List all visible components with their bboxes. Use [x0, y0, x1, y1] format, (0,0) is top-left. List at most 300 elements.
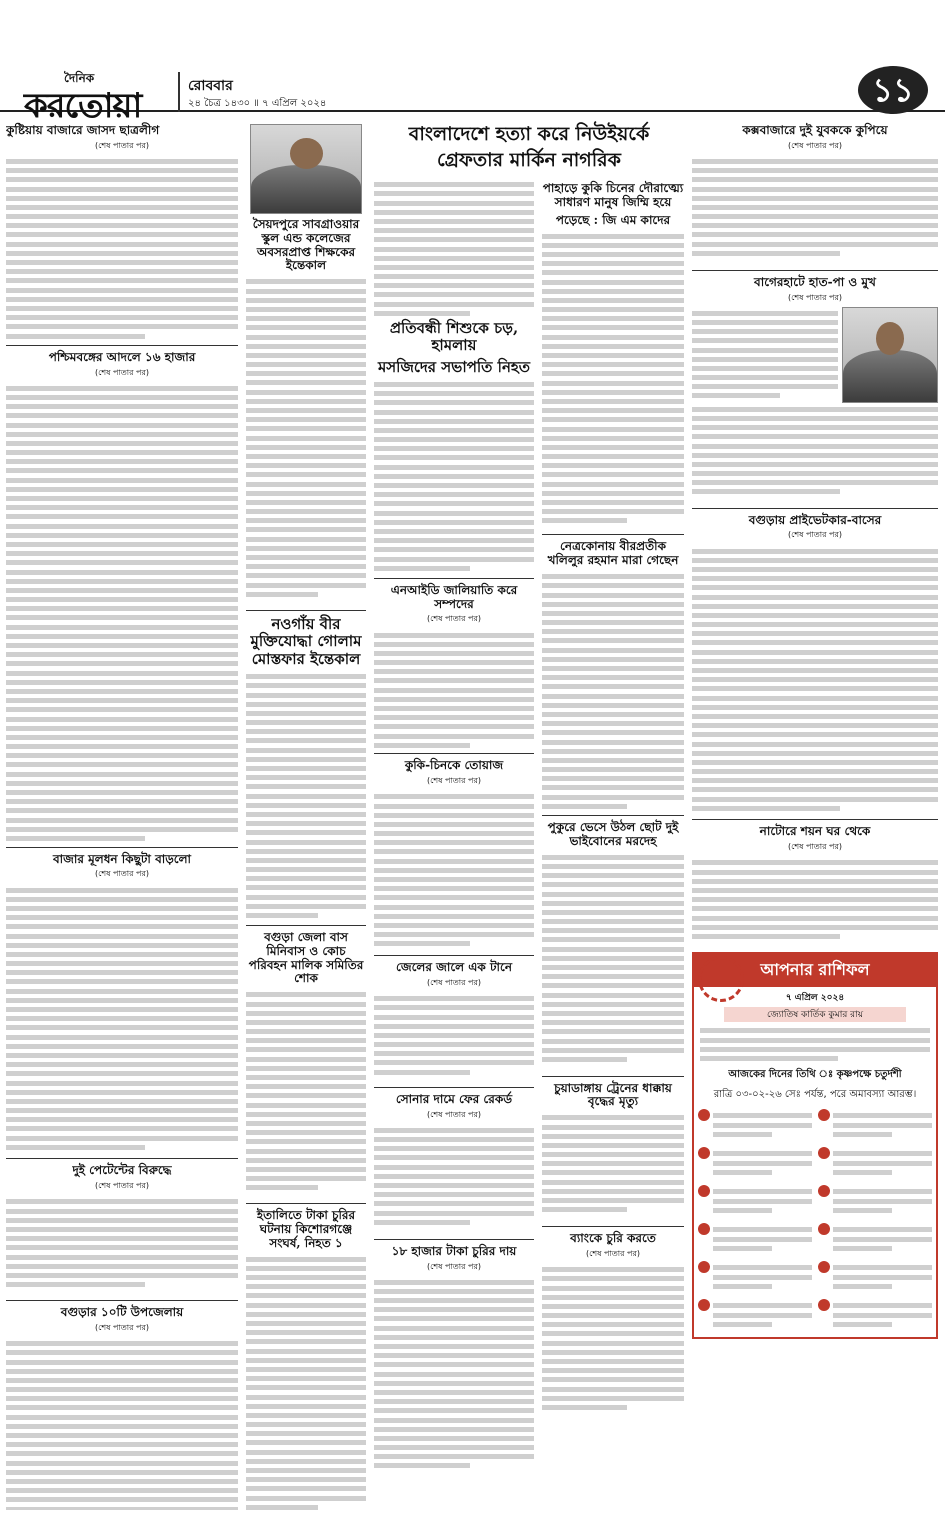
text-line: [246, 1080, 366, 1089]
text-line: [542, 358, 684, 367]
text-line: [246, 835, 366, 844]
text-line: [692, 237, 938, 246]
text-line: [700, 1033, 930, 1042]
continued-label: (শেষ পাতার পর): [94, 1181, 150, 1191]
headline-freedom-fighter: নওগাঁয় বীর মুক্তিযোদ্ধা গোলাম মোস্তফার ইন্তেকাল: [250, 615, 362, 668]
text-line: [542, 1166, 684, 1175]
text-line: [374, 1450, 534, 1459]
text-line: [6, 446, 238, 455]
text-line: [6, 1030, 238, 1039]
text-line: [542, 1263, 684, 1272]
text-line: [246, 872, 366, 881]
text-line: [246, 422, 366, 431]
text-line: [833, 1128, 892, 1137]
text-line: [6, 758, 238, 767]
article-body: [542, 1263, 684, 1413]
text-line: [374, 261, 534, 270]
zodiac-entry: [818, 1185, 932, 1221]
horoscope-grid: [694, 1107, 936, 1337]
text-line: [833, 1223, 932, 1232]
headline-bogura-upazila: বগুড়ার ১০টি উপজেলায়: [60, 1305, 184, 1320]
text-line: [692, 362, 838, 371]
text-line: [542, 1007, 684, 1016]
text-line: [6, 676, 238, 685]
text-line: [374, 215, 534, 224]
text-line: [246, 330, 366, 339]
text-line: [692, 682, 938, 691]
text-line: [6, 1429, 238, 1438]
text-line: [542, 1148, 684, 1157]
text-line: [246, 1390, 366, 1399]
article-body: [374, 1276, 534, 1476]
text-line: [246, 1271, 366, 1280]
article-body: [246, 275, 366, 605]
text-line: [713, 1299, 812, 1308]
divider: [692, 819, 938, 820]
text-line: [374, 992, 534, 1001]
text-line: [374, 1001, 534, 1010]
newspaper-logo: [24, 70, 164, 126]
text-line: [374, 525, 534, 534]
text-line: [374, 297, 534, 306]
text-line: [374, 1188, 534, 1197]
article-body: [246, 670, 366, 920]
horoscope-box: [692, 952, 938, 1339]
text-line: [6, 804, 238, 813]
divider: [246, 1203, 366, 1204]
scorpio-icon: [818, 1147, 830, 1159]
zodiac-entry: [698, 1147, 812, 1183]
text-line: [374, 1312, 534, 1321]
text-line: [6, 1058, 238, 1067]
text-line: [6, 492, 238, 501]
text-line: [6, 1095, 238, 1104]
text-line: [542, 800, 627, 809]
text-line: [374, 937, 470, 946]
text-line: [692, 865, 938, 874]
text-line: [6, 639, 238, 648]
text-line: [246, 1317, 366, 1326]
text-line: [6, 1104, 238, 1113]
text-line: [700, 1043, 930, 1052]
divider: [246, 610, 366, 611]
text-line: [542, 653, 684, 662]
text-line: [542, 376, 684, 385]
text-line: [246, 753, 366, 762]
text-line: [692, 544, 938, 553]
text-line: [542, 1016, 684, 1025]
headline-market-capital: বাজার মূলধন কিছুটা বাড়লো: [52, 851, 192, 866]
article-body: [6, 155, 238, 340]
text-line: [542, 386, 684, 395]
zodiac-entry: [698, 1223, 812, 1259]
text-line: [692, 572, 938, 581]
column-5: [692, 120, 938, 1510]
text-line: [713, 1223, 812, 1232]
text-line: [542, 330, 684, 339]
text-line: [6, 630, 238, 639]
text-line: [6, 1141, 145, 1150]
text-line: [692, 921, 938, 930]
text-line: [6, 1447, 238, 1456]
zodiac-entry: [818, 1109, 932, 1145]
text-line: [374, 1459, 470, 1468]
text-line: [542, 598, 684, 607]
text-line: [374, 405, 534, 414]
text-line: [374, 665, 534, 674]
text-line: [692, 728, 938, 737]
text-line: [542, 607, 684, 616]
column-1: [6, 120, 238, 1510]
text-line: [246, 1381, 366, 1390]
text-line: [692, 412, 938, 421]
text-line: [374, 1124, 534, 1133]
text-line: [246, 376, 366, 385]
text-line: [692, 439, 938, 448]
text-line: [374, 187, 534, 196]
headline-chuadanga-train: চুয়াডাঙ্গায় ট্রেনের ধাক্কায় বৃদ্ধের মৃত্যু: [554, 1080, 672, 1109]
text-line: [692, 228, 938, 237]
text-line: [246, 578, 366, 587]
text-line: [246, 1308, 366, 1317]
text-line: [246, 1298, 366, 1307]
headline-coxsbazar: কক্সবাজারে দুই যুবককে কুপিয়ে: [742, 123, 888, 137]
text-line: [246, 854, 366, 863]
text-line: [374, 1432, 534, 1441]
text-line: [246, 588, 318, 597]
headline-obituary-teacher: সৈয়দপুরে সাবগ্রাওয়ার স্কুল এন্ড কলেজের অবসরপ্রাপ্ত শিক্ষকের ইন্তেকাল: [252, 217, 360, 273]
text-line: [542, 468, 684, 477]
text-line: [542, 229, 684, 238]
text-line: [692, 343, 838, 352]
text-line: [542, 441, 684, 450]
text-line: [374, 854, 534, 863]
text-line: [692, 476, 938, 485]
text-line: [374, 864, 534, 873]
text-line: [246, 1062, 366, 1071]
text-line: [542, 1139, 684, 1148]
zodiac-entry: [818, 1299, 932, 1335]
text-line: [692, 380, 838, 389]
text-line: [6, 173, 238, 182]
divider: [374, 753, 534, 754]
text-line: [246, 1043, 366, 1052]
divider: [6, 847, 238, 848]
text-line: [6, 247, 238, 256]
text-line: [692, 581, 938, 590]
tithi-time: রাত্রি ০৩-০২-২৬ সেঃ পর্যন্ত, পরে অমাবস্যা আরম্ভ।: [713, 1089, 917, 1101]
text-line: [374, 196, 534, 205]
text-line: [692, 701, 938, 710]
text-line: [246, 1491, 366, 1500]
text-line: [374, 919, 534, 928]
headline-pond-siblings: পুকুরে ভেসে উঠল ছোট দুই ভাইবোনের মরদেহ: [547, 819, 679, 848]
text-line: [374, 233, 534, 242]
text-line: [833, 1232, 932, 1241]
text-line: [692, 389, 780, 398]
text-line: [374, 1395, 534, 1404]
logo-big-text: করতোয়া: [24, 86, 142, 126]
text-line: [542, 763, 684, 772]
text-line: [542, 1111, 684, 1120]
text-line: [6, 501, 238, 510]
text-line: [6, 409, 238, 418]
text-line: [6, 694, 238, 703]
text-line: [374, 683, 534, 692]
text-line: [374, 1367, 534, 1376]
text-line: [692, 930, 840, 939]
text-line: [246, 1326, 366, 1335]
text-line: [246, 404, 366, 413]
text-line: [6, 685, 238, 694]
text-line: [374, 442, 534, 451]
text-line: [6, 228, 238, 237]
text-line: [246, 1016, 366, 1025]
text-line: [692, 636, 938, 645]
text-line: [542, 878, 684, 887]
text-line: [692, 673, 938, 682]
text-line: [713, 1185, 812, 1194]
text-line: [6, 1131, 238, 1140]
text-line: [246, 808, 366, 817]
text-line: [246, 863, 366, 872]
text-line: [692, 563, 938, 572]
text-line: [246, 487, 366, 496]
text-line: [542, 450, 684, 459]
article-body: [692, 856, 938, 946]
text-line: [6, 1067, 238, 1076]
tithi-title: আজকের দিনের তিথি ঃ কৃষ্ণপক্ষে চতুর্দশী: [728, 1069, 902, 1081]
column-3: [374, 178, 534, 1508]
text-line: [692, 485, 840, 494]
text-line: [374, 1423, 534, 1432]
text-line: [692, 325, 838, 334]
text-line: [692, 774, 938, 783]
text-line: [6, 620, 238, 629]
text-line: [246, 762, 366, 771]
headline-fisher-net: জেলের জালে এক টানে: [395, 960, 512, 975]
text-line: [246, 707, 366, 716]
continued-label: (শেষ পাতার পর): [787, 292, 843, 302]
text-line: [374, 1413, 534, 1422]
text-line: [692, 554, 938, 563]
text-line: [246, 294, 366, 303]
text-line: [692, 609, 938, 618]
article-body: [542, 570, 684, 810]
text-line: [6, 1475, 238, 1484]
text-line: [542, 1382, 684, 1391]
text-line: [246, 698, 366, 707]
text-line: [246, 1482, 366, 1491]
text-line: [6, 201, 238, 210]
text-line: [542, 367, 684, 376]
zodiac-entry: [698, 1261, 812, 1297]
text-line: [6, 893, 238, 902]
text-line: [374, 1404, 534, 1413]
text-line: [6, 611, 238, 620]
text-line: [6, 1374, 238, 1383]
text-line: [6, 786, 238, 795]
text-line: [6, 565, 238, 574]
text-line: [246, 734, 366, 743]
text-line: [692, 201, 938, 210]
text-line: [542, 496, 684, 505]
text-line: [542, 1355, 684, 1364]
text-line: [6, 1346, 238, 1355]
text-line: [542, 708, 684, 717]
text-line: [246, 826, 366, 835]
text-line: [6, 712, 238, 721]
text-line: [6, 464, 238, 473]
text-line: [692, 618, 938, 627]
text-line: [246, 496, 366, 505]
text-line: [6, 329, 145, 338]
text-line: [542, 248, 684, 257]
text-line: [374, 674, 534, 683]
text-line: [374, 460, 534, 469]
text-line: [6, 1410, 238, 1419]
text-line: [6, 957, 238, 966]
text-line: [692, 664, 938, 673]
text-line: [542, 869, 684, 878]
text-line: [246, 1108, 366, 1117]
text-line: [833, 1109, 932, 1118]
text-line: [833, 1318, 892, 1327]
text-line: [246, 679, 366, 688]
text-line: [374, 1340, 534, 1349]
text-line: [6, 1122, 238, 1131]
text-line: [542, 1309, 684, 1318]
text-line: [374, 809, 534, 818]
text-line: [542, 970, 684, 979]
text-line: [542, 754, 684, 763]
text-line: [542, 790, 684, 799]
text-line: [6, 902, 238, 911]
gemini-icon: [698, 1185, 710, 1197]
horoscope-date: ৭ এপ্রিল ২০২৪: [785, 993, 845, 1004]
text-line: [6, 584, 238, 593]
text-line: [692, 371, 838, 380]
text-line: [542, 942, 684, 951]
text-line: [374, 206, 534, 215]
text-line: [833, 1194, 932, 1203]
text-line: [246, 1135, 366, 1144]
headline-west-bengal: পশ্চিমবঙ্গের আদলে ১৬ হাজার: [48, 349, 196, 364]
zodiac-entry: [818, 1261, 932, 1297]
zodiac-wheel-icon: [698, 956, 744, 1002]
text-line: [246, 385, 366, 394]
text-line: [246, 670, 366, 679]
sagittarius-icon: [818, 1185, 830, 1197]
text-line: [833, 1166, 892, 1175]
text-line: [6, 302, 238, 311]
text-line: [374, 638, 534, 647]
text-line: [246, 1172, 366, 1181]
text-line: [713, 1128, 772, 1137]
text-line: [374, 279, 534, 288]
text-line: [542, 588, 684, 597]
text-line: [692, 467, 938, 476]
text-line: [246, 1098, 366, 1107]
headline-gold-price: সোনার দামে ফের রেকর্ড: [395, 1091, 513, 1106]
text-line: [542, 1185, 684, 1194]
text-line: [542, 1327, 684, 1336]
planet-table: [700, 1024, 930, 1064]
text-line: [6, 984, 238, 993]
text-line: [692, 192, 938, 201]
text-line: [833, 1261, 932, 1270]
text-line: [246, 1354, 366, 1363]
text-line: [6, 391, 238, 400]
zodiac-entry: [698, 1299, 812, 1335]
continued-label: (শেষ পাতার পর): [426, 776, 482, 786]
capricorn-icon: [818, 1223, 830, 1235]
headline-disabled-child-line-2: মসজিদের সভাপতি নিহত: [377, 357, 531, 376]
text-line: [692, 173, 938, 182]
text-line: [6, 939, 238, 948]
text-line: [692, 902, 938, 911]
text-line: [246, 459, 366, 468]
text-line: [374, 252, 534, 261]
text-line: [374, 647, 534, 656]
text-line: [542, 1053, 627, 1062]
text-line: [246, 367, 366, 376]
text-line: [6, 155, 238, 164]
text-line: [542, 851, 684, 860]
text-line: [542, 1373, 684, 1382]
text-line: [542, 634, 684, 643]
text-line: [542, 979, 684, 988]
text-line: [6, 1365, 238, 1374]
text-line: [246, 312, 366, 321]
text-line: [246, 1117, 366, 1126]
text-line: [374, 656, 534, 665]
text-line: [374, 378, 534, 387]
text-line: [6, 1049, 238, 1058]
headline-gm-quader: পাহাড়ে কুকি চিনের দৌরাত্ম্যে সাধারণ মানুষ জিম্মি হয়ে: [542, 181, 684, 209]
masthead-divider: [178, 72, 180, 112]
text-line: [246, 771, 366, 780]
text-line: [374, 711, 534, 720]
text-line: [246, 303, 366, 312]
text-line: [374, 910, 534, 919]
text-line: [246, 1034, 366, 1043]
text-line: [833, 1204, 892, 1213]
headline-bus-owners: বগুড়া জেলা বাস মিনিবাস ও কোচ পরিবহন মালিক সমিতির শোক: [248, 929, 364, 986]
text-line: [374, 928, 534, 937]
text-line: [6, 1204, 238, 1213]
text-line: [6, 529, 238, 538]
text-line: [713, 1194, 812, 1203]
text-line: [700, 1024, 930, 1033]
text-line: [6, 1392, 238, 1401]
text-line: [246, 1280, 366, 1289]
text-line: [542, 1175, 684, 1184]
article-body: [542, 229, 684, 529]
text-line: [692, 334, 838, 343]
taurus-icon: [698, 1147, 710, 1159]
text-line: [374, 224, 534, 233]
text-line: [6, 1355, 238, 1364]
text-line: [246, 716, 366, 725]
text-line: [374, 1065, 470, 1074]
text-line: [6, 1021, 238, 1030]
text-line: [6, 777, 238, 786]
article-body: [374, 992, 534, 1082]
text-line: [692, 627, 938, 636]
text-line: [374, 270, 534, 279]
text-line: [374, 799, 534, 808]
